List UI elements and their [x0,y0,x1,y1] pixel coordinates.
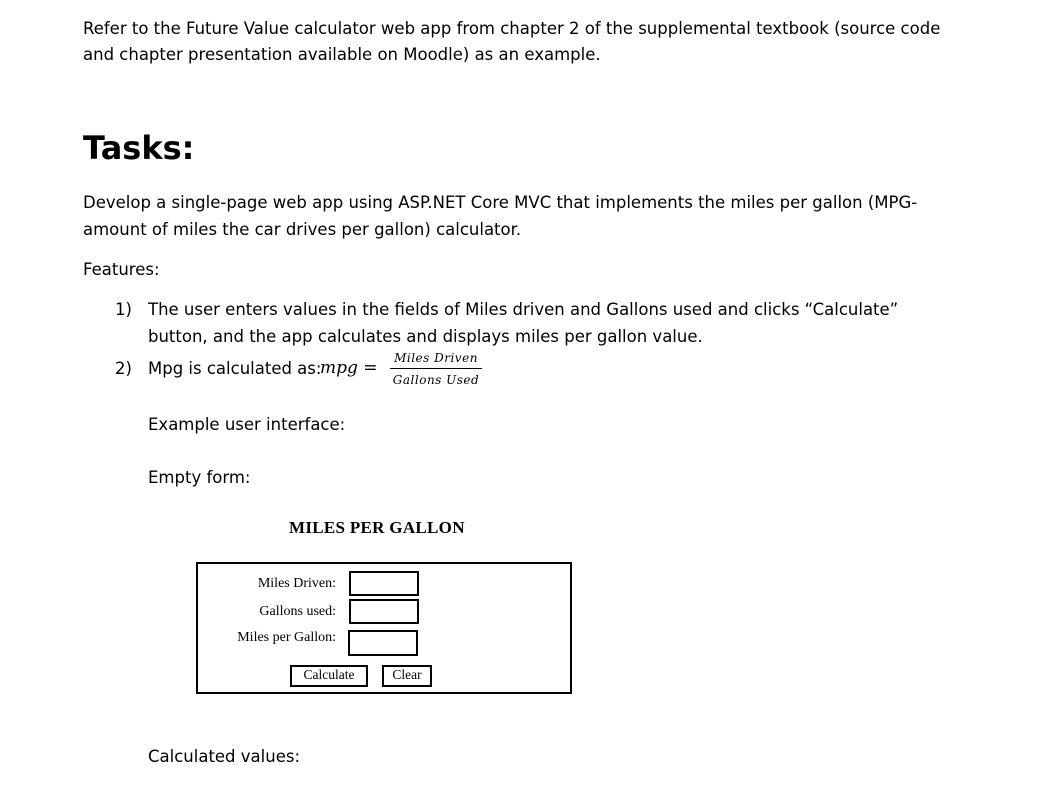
feature-1-number: 1) [115,300,132,319]
formula-denominator: Gallons Used [392,373,480,387]
empty-form-label: Empty form: [148,468,251,487]
mock-gallons-used-field [349,599,419,624]
intro-line-1: Refer to the Future Value calculator web app from chapter 2 of the supplemental textbook (source code [83,19,941,38]
mock-calculate-button: Calculate [290,665,368,687]
mock-miles-driven-field [349,571,419,596]
mock-clear-button: Clear [382,665,432,687]
mock-form-title: MILES PER GALLON [289,518,465,537]
mock-mpg-field [348,630,418,656]
task-line-2: amount of miles the car drives per gallon) calculator. [83,220,522,239]
features-label: Features: [83,260,160,279]
fraction-bar [390,368,482,369]
feature-2-text: Mpg is calculated as: [148,359,322,378]
mock-miles-driven-label: Miles Driven: [257,576,336,591]
tasks-heading: Tasks: [83,129,195,167]
formula-lhs: mpg = [320,358,378,378]
formula-numerator: Miles Driven [394,351,478,365]
intro-line-2: and chapter presentation available on Moodle) as an example. [83,45,601,64]
task-line-1: Develop a single-page web app using ASP.NET Core MVC that implements the miles per gallon (MPG- [83,193,918,212]
feature-2-number: 2) [115,359,132,378]
formula-fraction [390,350,482,388]
feature-1-line-1: The user enters values in the fields of Miles driven and Gallons used and clicks “Calculate” [148,300,899,319]
example-ui-label: Example user interface: [148,415,346,434]
calculated-values-label: Calculated values: [148,747,301,766]
mock-gallons-used-label: Gallons used: [259,604,336,619]
mock-mpg-label: Miles per Gallon: [237,630,336,645]
feature-1-line-2: button, and the app calculates and displays miles per gallon value. [148,327,703,346]
